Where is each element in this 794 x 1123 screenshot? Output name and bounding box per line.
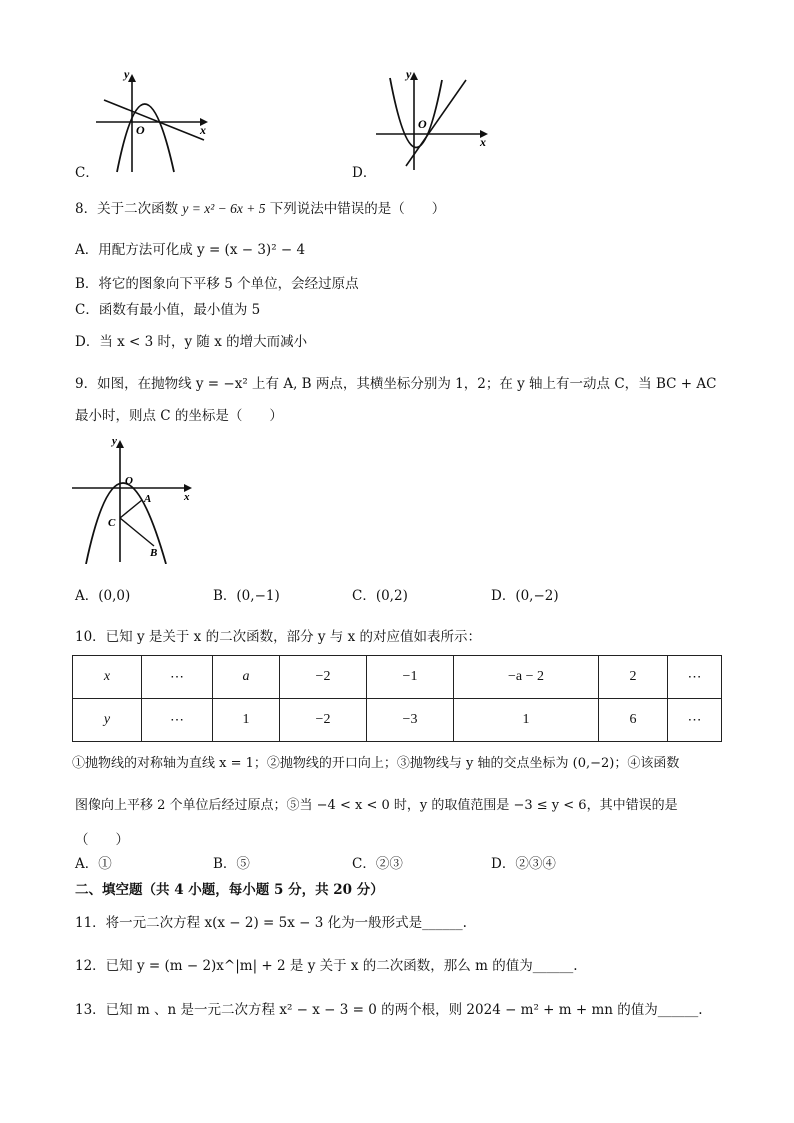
table-row-x bbox=[73, 656, 722, 699]
q13-text: 13．已知 m 、n 是一元二次方程 x² − x − 3 = 0 的两个根，则 2024 − m² + m + mn 的值为______. bbox=[75, 1002, 703, 1018]
q10-option-a[interactable]: A．① bbox=[75, 856, 112, 872]
table-cell: ⋯ bbox=[142, 699, 213, 742]
graph-d-y-label: y bbox=[406, 67, 412, 81]
q10-statements-line2: 图像向上平移 2 个单位后经过原点；⑤当 −4 < x < 0 时，y 的取值范围是 −3 ≤ y < 6，其中错误的是 bbox=[75, 798, 678, 813]
graph-option-d bbox=[372, 66, 494, 174]
q9-fig-origin-label: O bbox=[125, 475, 133, 487]
table-cell: −2 bbox=[280, 656, 367, 699]
q9-option-b[interactable]: B．(0,−1) bbox=[213, 588, 280, 604]
q8-option-d[interactable]: D．当 x < 3 时，y 随 x 的增大而减小 bbox=[75, 334, 308, 350]
q10-stem: 10．已知 y 是关于 x 的二次函数，部分 y 与 x 的对应值如表所示： bbox=[75, 629, 481, 645]
graph-c-x-label: x bbox=[200, 123, 206, 137]
table-cell: −1 bbox=[367, 656, 454, 699]
q10-option-b[interactable]: B．⑤ bbox=[213, 856, 250, 872]
graph-d-x-label: x bbox=[480, 135, 486, 149]
q12-text: 12．已知 y = (m − 2)x^|m| + 2 是 y 关于 x 的二次函数，那么 m 的值为______. bbox=[75, 958, 578, 974]
table-cell: −2 bbox=[280, 699, 367, 742]
q8-option-a[interactable]: A．用配方法可化成 y = (x − 3)² − 4 bbox=[75, 242, 306, 258]
table-cell: a bbox=[213, 656, 280, 699]
q10-option-d[interactable]: D．②③④ bbox=[491, 856, 556, 872]
q10-option-c[interactable]: C．②③ bbox=[352, 856, 403, 872]
q8-option-c[interactable]: C．函数有最小值，最小值为 5 bbox=[75, 302, 261, 318]
q11-text: 11．将一元二次方程 x(x − 2) = 5x − 3 化为一般形式是______. bbox=[75, 915, 467, 931]
table-cell: 6 bbox=[599, 699, 668, 742]
graph-d-origin-label: O bbox=[418, 117, 427, 131]
q9-figure bbox=[70, 432, 200, 564]
option-d-label[interactable]: D． bbox=[352, 165, 377, 181]
option-c-label[interactable]: C． bbox=[75, 165, 99, 181]
table-cell: x bbox=[73, 656, 142, 699]
q9-option-a[interactable]: A．(0,0) bbox=[75, 588, 131, 604]
table-cell: ⋯ bbox=[668, 656, 722, 699]
q9-fig-c-label: C bbox=[108, 517, 116, 529]
table-cell: 1 bbox=[454, 699, 599, 742]
table-cell: ⋯ bbox=[142, 656, 213, 699]
q8-stem bbox=[75, 197, 445, 217]
graph-c-origin-label: O bbox=[136, 123, 145, 137]
q8-option-b[interactable]: B．将它的图象向下平移 5 个单位，会经过原点 bbox=[75, 276, 359, 292]
q9-option-c[interactable]: C．(0,2) bbox=[352, 588, 408, 604]
q9-stem-line2: 最小时，则点 C 的坐标是（ ） bbox=[75, 408, 283, 424]
q9-stem-line1: 9．如图，在抛物线 y = −x² 上有 A, B 两点，其横坐标分别为 1，2；在 y 轴上有一动点 C，当 BC + AC bbox=[75, 376, 717, 392]
q9-fig-x-label: x bbox=[184, 491, 190, 503]
q9-fig-a-label: A bbox=[144, 493, 152, 505]
table-cell: 2 bbox=[599, 656, 668, 699]
table-row-y bbox=[73, 699, 722, 742]
section-heading: 二、填空题（共 4 小题，每小题 5 分，共 20 分） bbox=[75, 882, 384, 898]
table-cell: ⋯ bbox=[668, 699, 722, 742]
graph-c-y-label: y bbox=[124, 67, 130, 81]
q10-value-table bbox=[72, 655, 722, 742]
q10-blank: （ ） bbox=[75, 832, 129, 848]
table-cell: −a − 2 bbox=[454, 656, 599, 699]
table-cell: −3 bbox=[367, 699, 454, 742]
q9-option-d[interactable]: D．(0,−2) bbox=[491, 588, 559, 604]
q8-stem-prefix: 8．关于二次函数 bbox=[75, 201, 179, 217]
q9-fig-y-label: y bbox=[112, 435, 117, 447]
table-cell: 1 bbox=[213, 699, 280, 742]
graph-option-c bbox=[92, 66, 214, 174]
q10-statements-line1: ①抛物线的对称轴为直线 x = 1；②抛物线的开口向上；③抛物线与 y 轴的交点坐标为 (0,−2)；④该函数 bbox=[72, 756, 680, 771]
q8-stem-formula: y = x² − 6x + 5 bbox=[182, 201, 266, 216]
table-cell: y bbox=[73, 699, 142, 742]
q8-stem-suffix: 下列说法中错误的是（ ） bbox=[269, 201, 446, 217]
q9-fig-b-label: B bbox=[150, 547, 158, 559]
